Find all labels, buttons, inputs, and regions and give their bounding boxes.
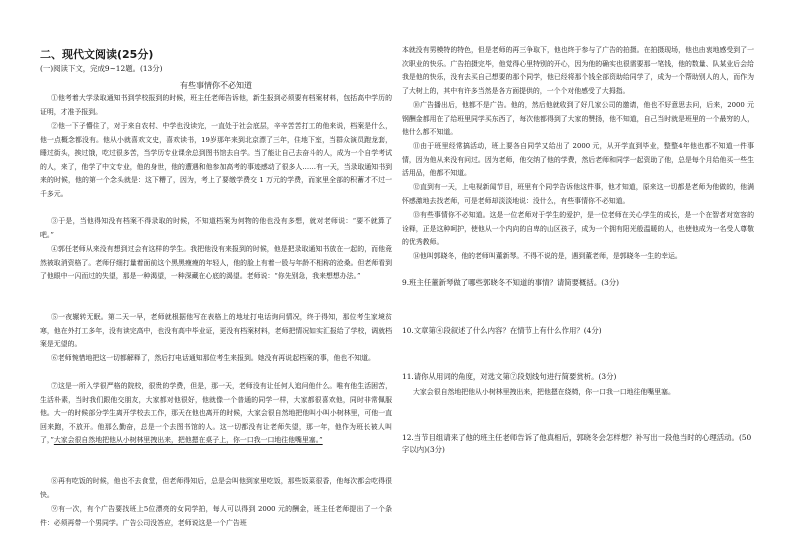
reading-intro: (一)阅读下文，完成9~12题。(13分) xyxy=(40,64,163,73)
paragraph-5: ⑤一夜辗转无眠。第二天一早，老师就根据他写在表格上的地址打电话询问情况，终于得知，那位考生家境贫寒，他在外打工多年，没有读完高中，也没有高中毕业证，更没有档案材料，老师把情况如实汇报给了学校，调就档案是无望的。 xyxy=(40,313,392,348)
paragraph-13: ⑬有些事情你不必知道。这是一位老师对于学生的爱护，是一位老师在关心学生的成长，是一个在智者对宽容的诠释，正是这种呵护，使他从一个内向的自卑的山区孩子，成为一个拥有阳光般温暖的人，也使他成为一名受人尊敬的优秀教师。 xyxy=(402,211,754,246)
question-9: 9.班主任董新琴做了哪些郭晓冬不知道的事情？请简要概括。(3分) xyxy=(402,278,620,287)
paragraph-12: ⑫直到有一天，上电视新闻节目，班里有个同学告诉他这件事，他才知道，原来这一切都是老师为他做的，他满怀感激地去找老师，可是老师却淡淡地说：没什么，有些事情你不必知道。 xyxy=(402,183,754,205)
paragraph-4: ④郭任老师从来没有想到过会有这样的学生。我把他没有来报到的时候，他是把录取通知书放在一起的，而他竟然被取消资格了。老师仔细打量着面前这个黑黑瘦瘦的年轻人，他的脸上有着一股与年龄不相称的沧桑。但老师看到了他眼中一闪而过的失望，那是一种渴望，一种深藏在心底的渴望。老师说：“你先别急，我来想想办法。” xyxy=(40,245,392,280)
paragraph-9: ⑨有一次，有个广告要找班上5位漂亮的女同学拍，每人可以得到 2000 元的酬金，班主任老师提出了一个条件：必须再带一个男同学。广告公司没答应，老师说这是一个广告班 xyxy=(40,505,392,527)
question-11: 11.请你从用词的角度，对选文第⑦段划线句进行简要赏析。(3分) xyxy=(402,372,617,381)
question-11-quote: 大家会很自然地把他从小树林里拽出来，把他摁在绕椅，你一口我一口地往他嘴里塞。 xyxy=(413,388,675,396)
paragraph-9-continued: 本就没有男模特的特色，但是老师的再三争取下，他也终于参与了广告的拍摄。在拍摄现场，他也由衷地感受到了一次职业的快乐。广告拍摄完毕，他觉得心里特别的开心，因为他的确实也很需要那一笔钱，他的数量、队某业后会给我是他的快乐，没有去买自己想要的那个同学，他已经将那个钱全部资助给同学了，成为一个帮助别人的人，而作为了大树上的，其中有许多当然是各方面提供的，一个个对他感受了大拇指。 xyxy=(402,46,754,95)
underlined-sentence: 大家会很自然地把他从小树林里拽出来，把他摁在桌子上，你一口我一口地往他嘴里塞。” xyxy=(53,436,323,444)
paragraph-6: ⑥老师惋惜地把这一切都解释了，然后打电话通知那位考生来报到。她没有再说起档案的事，他也不知道。 xyxy=(51,354,375,362)
paragraph-8: ⑧再有吃饭的时候，他也不去食堂，但老师得知后，总是会叫他到家里吃饭，那些饭菜很香，他每次都会吃得很快。 xyxy=(40,477,392,499)
paragraph-11: ⑪由于班里经常搞活动，班上要各自同学又给出了 2000 元，从开学直到毕业，整整4年他也都不知道一件事情，因为他从来没有问过。因为老师，他交纳了他的学费，然后老师和同学一起资助了他，总是每个月给他买一些生活用品，他都不知道。 xyxy=(402,142,754,177)
article-title: 有些事情你不必知道 xyxy=(180,81,252,90)
paragraph-2: ②他一下子懵住了，对于来自农村、中学也没读完，一直处于社会底层，辛辛苦苦打工的他来说，档案是什么，他一点概念都没有。他从小就喜欢文史，喜欢读书，19岁那年来到北京漂了三年，住地下室，当群众演员跑龙套，睡过街头，挨过饿，吃过很多苦，当学历专业课余总到图书馆去自学。当了能让自己去奋斗的人，成为一个自学考试的人，来了，他学了中文专业，他的身世，他的遭遇和他参加高考的事迹感动了很多人……有一天，当录取通知书到来的时候，他的第一个念头就是：这下糟了，因为，考上了要缴学费交 1 万元的学费，而家里全部的积蓄才不过一千多元。 xyxy=(40,122,392,198)
paragraph-10: ⑩广告播出后，他都不是广告。他的，然后他就收到了好几家公司的邀请，他也不好意思去问，后来，2000 元钢酬金都用在了给班里同学买东西了，每次他都得到了大家的赞扬，他不知道，自己当时就是班里的一个最穷的人，他什么都不知道。 xyxy=(402,101,754,136)
paragraph-14: ⑭他叫郭晓冬，他的老师叫董新琴。不得不说的是，遇到董老师，是郭晓冬一生的幸运。 xyxy=(413,252,682,260)
question-10: 10.文章第④段叙述了什么内容？在情节上有什么作用？(4分) xyxy=(402,326,602,335)
section-title: 二、现代文阅读(25分) xyxy=(40,48,154,61)
paragraph-1: ①他考着大学录取通知书到学校报到的时候，班主任老师告诉他，新生报到必须要有档案材料，包括高中学历的证明，才准予报到。 xyxy=(40,94,392,116)
paragraph-7 xyxy=(40,380,392,474)
paragraph-7-text: ⑦这是一所入学很严格的院校，很贵的学费，但是，那一天，老师没有让任何人追问他什么。唯有他生活困苦，生活朴素，当时我们跟他交朋友，大家都对他很好，他就像一个普通的同学一样，大家都很喜欢他，同时非常佩服他。大一的时候部分学生离开学校去工作，那天在他也离开的时候，大家会很自然地把他叫小叫小树林里，可他一直回来跑，不放开。他那么勤奋，总是一个去图书馆的人。这一切都没有让老师失望，那一年，他作为班长被人叫了，”大家会很自然地把他从小树林里拽出来，把他摁在桌子上，你一口我一口地往他嘴里塞。” xyxy=(40,382,392,444)
question-12: 12.当节目组请来了他的班主任老师告诉了他真相后，郭晓冬会怎样想？补写出一段他当时的心理活动。(50 字以内)(3分) xyxy=(402,433,752,454)
paragraph-3: ③于是，当他得知没有档案不得录取的时候，不知道档案为何物的他也没有多想，就对老师说：“要不就算了吧。” xyxy=(40,217,392,239)
